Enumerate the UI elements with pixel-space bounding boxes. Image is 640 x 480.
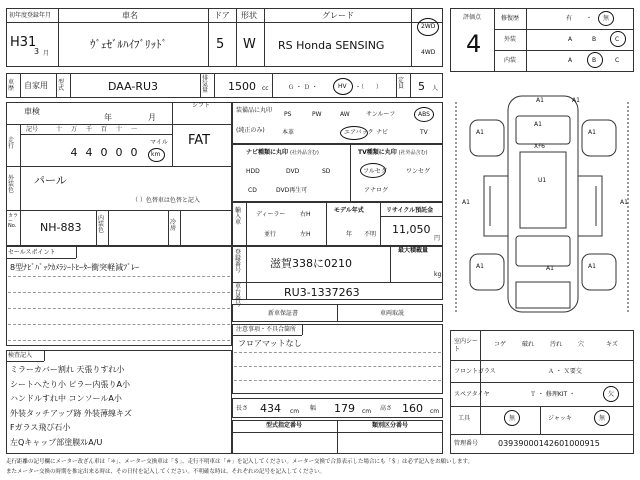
spare-items: Ｔ ・ 修理KIT ・ — [530, 391, 576, 398]
shaken-year: 年 — [104, 113, 112, 122]
chassis-value: RU3-1337263 — [284, 286, 360, 299]
navi-item-1: DVD — [286, 168, 300, 175]
seat-item-4: キズ — [606, 341, 618, 348]
diagram-mark-6: A1 — [588, 263, 596, 270]
equipment-item-2: AW — [340, 111, 350, 118]
import-label: 輸入車 — [235, 207, 242, 226]
score-value: 4 — [466, 30, 482, 58]
equipment-item2-2: ナビ — [376, 129, 389, 136]
model-year-unit: 年 — [346, 231, 353, 238]
interior-a: A — [568, 57, 573, 64]
diagram-mark-5: A1 — [476, 263, 484, 270]
recycle-unit: 円 — [434, 235, 441, 242]
mileage-header-4: 十 — [116, 126, 123, 133]
equipment-item-3: サンルーフ — [366, 111, 396, 118]
navi-item-0: HDD — [246, 168, 260, 175]
repair-label: 修復歴 — [501, 15, 520, 22]
mileage-header-2: 千 — [86, 126, 93, 133]
shape-label: 形状 — [241, 11, 257, 20]
import-left: 左H — [300, 231, 311, 238]
usage-value: 自家用 — [24, 81, 48, 90]
equipment-item-1: PW — [312, 111, 322, 118]
inspector-line-4: Fガラス飛び石小 — [10, 423, 71, 432]
first-reg-label: 初年度登録年月 — [9, 12, 52, 19]
spare-selected: 欠 — [608, 391, 615, 398]
tv-item2-0: アナログ — [364, 187, 389, 194]
car-diagram — [450, 86, 634, 324]
diagram-mark-0: A1 — [536, 97, 544, 104]
designation-label: 型式指定番号 — [266, 422, 303, 429]
recycle-label: リサイクル預託金 — [386, 207, 434, 214]
diagram-mark-8: U1 — [538, 177, 547, 184]
inspector-line-5: 左Qキャップ部塗膜ｽﾚA/U — [10, 437, 103, 447]
equipment-item-0: PS — [284, 111, 292, 118]
mileage-digit-1: 4 — [70, 146, 78, 159]
length-unit: cm — [290, 408, 300, 415]
capacity-label: 定員 — [398, 77, 405, 90]
color-code-value: NH-883 — [40, 221, 82, 234]
displacement-value: 1500 — [228, 80, 256, 93]
import-dealer: ディーラー — [256, 211, 286, 218]
inspector-line-2: ハンドルすれ中 コンソールA小 — [10, 394, 122, 403]
front-glass-label: フロントガラス — [454, 368, 496, 375]
footer-line-2: またメーター交換の時期を推定出来る時は、その日付を記入してください。不明確な時は、それぞれの記号を記入してください。 — [6, 469, 326, 475]
grade-label: グレード — [322, 11, 354, 20]
diagram-mark-9: Xﾁ6 — [534, 143, 545, 150]
height-label: 高さ — [380, 405, 393, 412]
inspector-line-3: 外装タッチアップ跡 外装薄線キズ — [10, 408, 132, 418]
door-value: 5 — [216, 37, 225, 52]
diagram-mark-7: A1 — [546, 265, 554, 272]
tools-label: 工具 — [458, 415, 471, 422]
navi-item2-0: CD — [248, 187, 257, 194]
import-right: 右H — [300, 211, 311, 218]
interior-seat-label: 室内シート — [454, 338, 479, 354]
color-note: （ ）色替車は色替と記入 — [132, 197, 200, 204]
length-value: 434 — [260, 402, 281, 415]
door-label: ドア — [214, 11, 230, 20]
mileage-header-1: 万 — [71, 126, 78, 133]
width-label: 幅 — [310, 405, 317, 412]
first-reg-year: H31 — [10, 35, 37, 50]
width-value: 179 — [334, 402, 355, 415]
warranty-label-1: 新車保証書 — [268, 310, 299, 317]
equipment-item2-1: エアバック — [344, 129, 374, 136]
mileage-header-5: 一 — [131, 126, 138, 133]
fuel-options: Ｇ ・ Ｄ ・ — [288, 84, 318, 91]
repair-option-yes: 有 — [566, 15, 573, 22]
length-label: 長さ — [236, 405, 249, 412]
displacement-label: 排気量 — [202, 75, 209, 94]
color-value: パール — [34, 174, 67, 187]
diagram-mark-1: A1 — [572, 97, 580, 104]
exterior-c: C — [615, 36, 620, 43]
height-value: 160 — [402, 402, 423, 415]
shaken-label: 車検 — [24, 107, 40, 116]
tv-title: TV種類に丸印 (社外品含む) — [358, 149, 428, 156]
mileage-header-0: 十 — [56, 126, 63, 133]
front-glass-items: Ａ ・ Ｘ要交 — [548, 368, 582, 375]
max-load-unit: kg — [434, 271, 442, 278]
shaken-month: 月 — [148, 113, 156, 122]
diagram-mark-11: A1 — [620, 199, 628, 206]
diagram-mark-3: A1 — [588, 129, 596, 136]
navi-title: ナビ種類に丸印 (社外品含む) — [246, 149, 319, 156]
warranty-label-2: 車両取説 — [380, 310, 405, 317]
max-load-label: 最大積載量 — [398, 247, 429, 254]
chassis-label: 車台番号 — [235, 283, 242, 308]
grade-value: RS Honda SENSING — [278, 39, 385, 52]
diagram-mark-10: A1 — [462, 199, 470, 206]
car-diagram-icon — [450, 86, 634, 324]
seat-item-3: 穴 — [578, 341, 585, 348]
class-label: 類別区分番号 — [372, 422, 409, 429]
seat-item-0: コゲ — [494, 341, 507, 348]
navi-item-2: SD — [322, 168, 331, 175]
capacity-value: 5 — [418, 80, 425, 93]
model-value: DAA-RU3 — [108, 80, 159, 93]
mileage-digit-5: 0 — [130, 146, 138, 159]
inspector-line-0: ミラーカバー割れ 天張りすれ小 — [10, 365, 125, 374]
exterior-label: 外装 — [504, 36, 517, 43]
equipment-item2-0: 本革 — [282, 129, 295, 136]
displacement-unit: cc — [262, 85, 269, 92]
diagram-mark-4: A1 — [534, 121, 542, 128]
sales-point-value: 8型ﾅﾋﾞﾊﾞｯｸｶﾒﾗｼｰﾄﾋｰﾀｰ衝突軽減ﾌﾞﾚｰ — [10, 263, 140, 272]
mileage-header-3: 百 — [101, 126, 108, 133]
equipment-item2-3: TV — [420, 129, 428, 136]
jack-label: ジャッキ — [548, 415, 572, 422]
registration-value: 滋賀338に0210 — [270, 257, 352, 270]
equipment-sublabel: (純正のみ) — [236, 127, 265, 134]
shift-value: FAT — [188, 133, 211, 148]
km-label: km — [151, 151, 161, 158]
import-parallel: 並行 — [264, 231, 277, 238]
capacity-unit: 人 — [432, 85, 439, 92]
equipment-item-4: ABS — [418, 111, 430, 118]
equipment-label: 装備品に丸印 — [236, 107, 273, 114]
notes-value: フロアマットなし — [238, 339, 302, 348]
model-year-label: モデル年式 — [334, 207, 364, 214]
seat-item-2: 汚れ — [550, 341, 563, 348]
mileage-digit-2: 4 — [85, 146, 93, 159]
model-label: 型式 — [58, 79, 65, 92]
recycle-value: 11,050 — [392, 223, 431, 236]
sales-point-block — [6, 246, 232, 346]
interior-color-label: 内装色 — [98, 215, 105, 234]
shift-label: シフト — [192, 102, 211, 109]
spare-label: スペアタイヤ — [454, 391, 490, 398]
width-unit: cm — [362, 408, 372, 415]
mileage-digit-3: 0 — [100, 146, 108, 159]
footer-line-1: 走行距離の記号欄にメーター改ざん車は「＊」、メーター交換車は「＄」、走行不明車は「＃」を記入してください。メーター交換で合算表示した場合にも「＄」は必ず記入をお願いします。 — [6, 459, 474, 465]
name-label: 車名 — [122, 11, 138, 20]
notes-label: 注意事項・不具合箇所 — [236, 326, 297, 333]
diagram-mark-2: A1 — [476, 129, 484, 136]
score-label: 評価点 — [463, 14, 482, 21]
model-year-unknown: 不明 — [364, 231, 377, 238]
tv-item-1: ワンセグ — [406, 168, 431, 175]
first-reg-month-unit: 月 — [43, 50, 50, 57]
mileage-digit-4: 0 — [115, 146, 123, 159]
fuel-other: ・（ ） — [355, 84, 383, 91]
mileage-label: 走行 — [8, 137, 15, 150]
abs-circle — [414, 107, 434, 122]
color-code-label: カラーNo. — [8, 213, 19, 229]
jack-selected: 無 — [599, 415, 606, 422]
seat-item-1: 破れ — [522, 341, 535, 348]
registration-label: 登録番号 — [235, 249, 242, 274]
usage-label: 車歴 — [8, 79, 15, 92]
mgmt-value: 03939000142601000915 — [498, 439, 600, 448]
drive-2wd: 2WD — [421, 23, 436, 30]
mile-label: マイル — [150, 139, 168, 146]
interior-c: C — [615, 57, 620, 64]
aircon-label: 冷房 — [170, 219, 177, 232]
tools-selected: 無 — [509, 415, 516, 422]
repair-dot: ・ — [586, 15, 593, 22]
interior-label: 内装 — [504, 57, 517, 64]
drive-4wd: 4WD — [421, 49, 436, 56]
repair-option-no: 無 — [603, 15, 610, 22]
car-name: ｳﾞｪｾﾞﾙﾊｲﾌﾞﾘｯﾄﾞ — [90, 38, 167, 51]
sales-point-label: セールスポイント — [8, 249, 56, 256]
height-unit: cm — [430, 408, 440, 415]
fullseg-circle — [360, 163, 386, 178]
shape-value: W — [243, 37, 256, 52]
first-reg-month: 3 — [34, 47, 40, 56]
exterior-b: B — [592, 36, 597, 43]
fuel-selected: HV — [338, 83, 347, 90]
airbag-circle — [340, 126, 368, 140]
mgmt-label: 管理番号 — [454, 440, 479, 447]
tv-item-0: フルセグ — [363, 168, 387, 175]
exterior-a: A — [568, 36, 573, 43]
inspector-line-1: シートへたり小 ピラー内張りA小 — [10, 379, 131, 389]
inspector-label: 検査記入 — [8, 352, 33, 359]
navi-item2-1: DVD再生可 — [276, 187, 308, 194]
mileage-record-label: 記号 — [26, 126, 39, 133]
interior-b: B — [592, 57, 597, 64]
color-label: 外装色 — [8, 175, 15, 194]
